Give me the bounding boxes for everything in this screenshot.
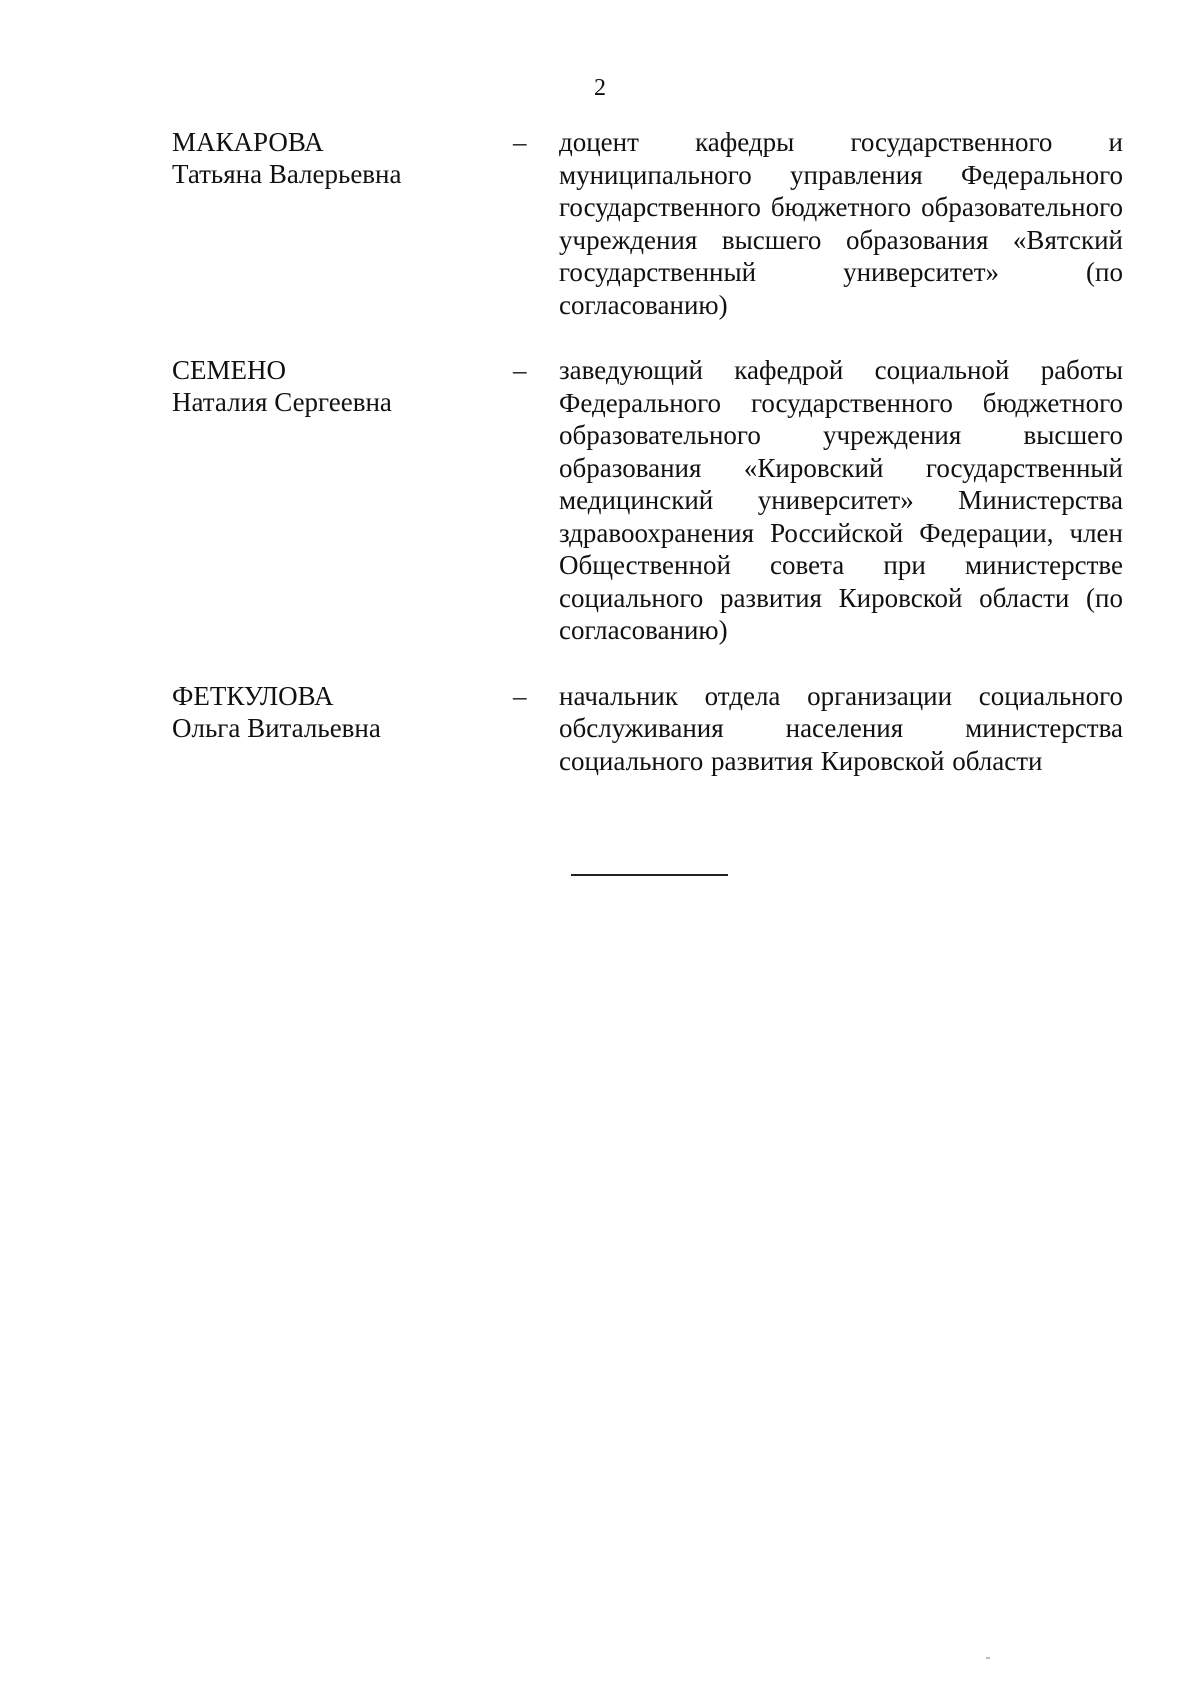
member-list — [172, 126, 1124, 810]
member-entry — [172, 126, 1124, 321]
scan-speck — [986, 1657, 990, 1659]
member-surname: ФЕТКУЛОВА — [172, 680, 334, 711]
member-name — [172, 126, 512, 190]
separator-dash: – — [513, 355, 527, 385]
end-of-list-rule — [571, 874, 728, 876]
member-given-names: Татьяна Валерьевна — [172, 159, 402, 189]
separator-dash: – — [513, 680, 527, 711]
member-name — [172, 354, 512, 418]
page-number: 2 — [594, 75, 606, 101]
member-name — [172, 680, 512, 744]
member-surname: СЕМЕНО — [172, 355, 286, 385]
member-entry — [172, 354, 1124, 647]
member-position: начальник отдела организации социального обслуживания населения министерства социального развития Кировской области — [559, 680, 1123, 776]
member-position: заведующий кафедрой социальной работы Федерального государственного бюджетного образовательного учреждения высшего образования «Кировский государственный медицинский университет» Министерства здравоохранения Российской Федерации, член Общественной совета при министерстве социального развития Кировской области (по согласованию) — [559, 355, 1123, 645]
member-surname: МАКАРОВА — [172, 127, 324, 157]
member-given-names: Ольга Витальевна — [172, 712, 381, 743]
member-given-names: Наталия Сергеевна — [172, 387, 392, 417]
member-entry — [172, 680, 1124, 778]
member-position: доцент кафедры государственного и муниципального управления Федерального государственного бюджетного образовательного учреждения высшего образования «Вятский государственный университет» (по согласованию) — [559, 127, 1123, 320]
separator-dash: – — [513, 127, 527, 157]
